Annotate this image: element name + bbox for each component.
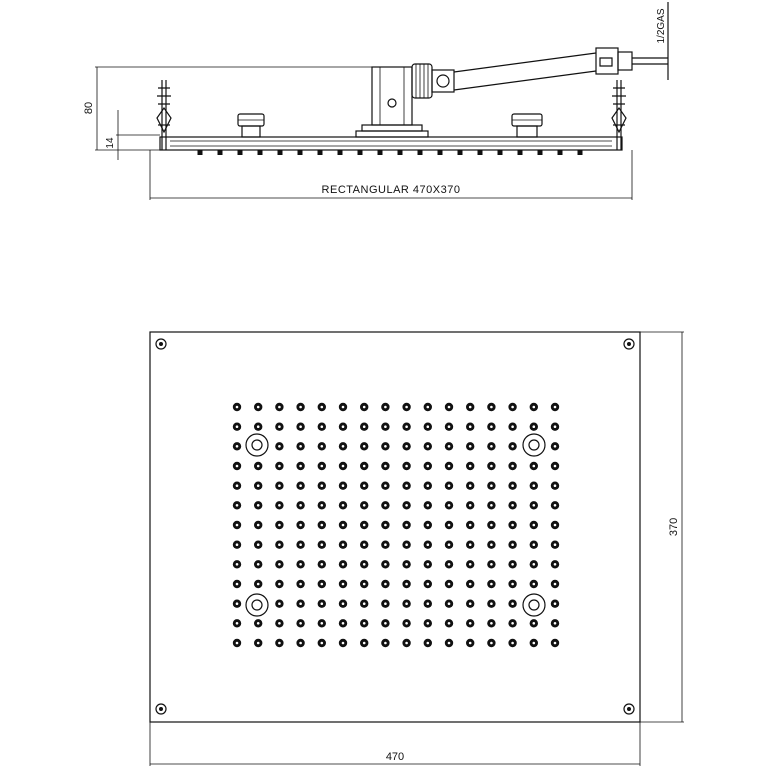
side-nozzle	[198, 150, 203, 155]
nozzle-center	[533, 563, 536, 566]
nozzle-center	[448, 563, 451, 566]
nozzle-center	[384, 563, 387, 566]
nozzle-center	[299, 543, 302, 546]
nozzle-center	[554, 543, 557, 546]
nozzle-center	[448, 406, 451, 409]
nozzle-center	[554, 445, 557, 448]
nozzle-center	[321, 406, 324, 409]
nozzle-center	[363, 524, 366, 527]
nozzle-center	[321, 484, 324, 487]
nozzle-center	[363, 504, 366, 507]
nozzle-center	[469, 484, 472, 487]
nozzle-center	[405, 524, 408, 527]
swivel-arm	[412, 2, 668, 98]
nozzle-center	[321, 445, 324, 448]
nozzle-center	[427, 504, 430, 507]
nozzle-center	[363, 583, 366, 586]
nozzle-center	[384, 642, 387, 645]
nozzle-center	[427, 425, 430, 428]
nozzle-center	[384, 445, 387, 448]
nozzle-center	[511, 563, 514, 566]
nozzle-center	[469, 524, 472, 527]
nozzle-center	[533, 406, 536, 409]
nozzle-center	[321, 543, 324, 546]
nozzle-center	[427, 406, 430, 409]
side-nozzle	[358, 150, 363, 155]
corner-screw-bottom-right	[624, 704, 634, 714]
nozzle-center	[427, 445, 430, 448]
nozzle-center	[257, 622, 260, 625]
side-nozzle	[378, 150, 383, 155]
nozzle-center	[448, 642, 451, 645]
nozzle-center	[490, 543, 493, 546]
plan-plate-outline	[150, 332, 640, 722]
nozzle-center	[554, 622, 557, 625]
nozzle-center	[554, 583, 557, 586]
left-mounting-bolt	[157, 80, 171, 150]
nozzle-center	[257, 465, 260, 468]
nozzle-center	[405, 622, 408, 625]
corner-screw-top-right	[624, 339, 634, 349]
nozzle-center	[554, 504, 557, 507]
nozzle-center	[363, 563, 366, 566]
nozzle-center	[321, 563, 324, 566]
nozzle-center	[363, 622, 366, 625]
nozzle-center	[342, 465, 345, 468]
side-nozzle	[518, 150, 523, 155]
nozzle-center	[278, 642, 281, 645]
nozzle-center	[342, 563, 345, 566]
nozzle-center	[554, 425, 557, 428]
nozzle-center	[236, 445, 239, 448]
nozzle-center	[236, 425, 239, 428]
dimension-width: 470	[385, 751, 405, 763]
nozzle-center	[384, 602, 387, 605]
nozzle-center	[533, 583, 536, 586]
nozzle-center	[427, 465, 430, 468]
nozzle-center	[236, 602, 239, 605]
nozzle-center	[490, 504, 493, 507]
nozzle-center	[321, 425, 324, 428]
fixing-nut-right	[512, 114, 542, 137]
nozzle-center	[321, 524, 324, 527]
nozzle-center	[490, 622, 493, 625]
nozzle-center	[405, 484, 408, 487]
nozzle-center	[448, 484, 451, 487]
nozzle-center	[363, 425, 366, 428]
mounting-hole-top-left	[246, 434, 268, 456]
nozzle-center	[342, 543, 345, 546]
nozzle-center	[448, 543, 451, 546]
nozzle-center	[554, 524, 557, 527]
nozzle-center	[490, 563, 493, 566]
nozzle-center	[257, 504, 260, 507]
nozzle-center	[257, 642, 260, 645]
nozzle-center	[278, 563, 281, 566]
nozzle-center	[469, 543, 472, 546]
nozzle-center	[342, 445, 345, 448]
nozzle-center	[384, 406, 387, 409]
nozzle-center	[363, 445, 366, 448]
nozzle-center	[533, 642, 536, 645]
nozzle-center	[384, 484, 387, 487]
side-nozzle	[578, 150, 583, 155]
nozzle-center	[384, 543, 387, 546]
nozzle-center	[236, 543, 239, 546]
nozzle-center	[554, 406, 557, 409]
nozzle-center	[427, 642, 430, 645]
nozzle-center	[511, 445, 514, 448]
nozzle-center	[490, 642, 493, 645]
corner-screw-bottom-left	[156, 704, 166, 714]
side-nozzle	[538, 150, 543, 155]
nozzle-center	[554, 563, 557, 566]
central-connection-column	[356, 67, 428, 137]
nozzle-center	[533, 524, 536, 527]
nozzle-center	[278, 425, 281, 428]
nozzle-center	[448, 622, 451, 625]
nozzle-center	[278, 524, 281, 527]
nozzle-center	[405, 543, 408, 546]
nozzle-center	[384, 504, 387, 507]
nozzle-center	[405, 563, 408, 566]
nozzle-center	[299, 563, 302, 566]
nozzle-center	[533, 504, 536, 507]
nozzle-center	[405, 602, 408, 605]
nozzle-center	[342, 602, 345, 605]
nozzle-center	[257, 543, 260, 546]
side-nozzle	[318, 150, 323, 155]
nozzle-center	[278, 543, 281, 546]
nozzle-center	[363, 543, 366, 546]
nozzle-center	[469, 583, 472, 586]
dimension-height: 370	[668, 517, 680, 537]
dimension-plate-height: 14	[105, 137, 116, 149]
nozzle-center	[490, 465, 493, 468]
nozzle-center	[321, 583, 324, 586]
nozzle-center	[257, 563, 260, 566]
nozzle-center	[554, 642, 557, 645]
nozzle-center	[448, 583, 451, 586]
nozzle-center	[405, 406, 408, 409]
nozzle-center	[490, 602, 493, 605]
connection-size-label: 1/2GAS	[656, 8, 667, 44]
nozzle-center	[321, 602, 324, 605]
side-view-nozzle-row	[198, 150, 583, 155]
side-nozzle	[298, 150, 303, 155]
nozzle-center	[427, 602, 430, 605]
nozzle-center	[469, 465, 472, 468]
nozzle-center	[363, 602, 366, 605]
nozzle-center	[533, 425, 536, 428]
nozzle-center	[490, 583, 493, 586]
nozzle-center	[236, 622, 239, 625]
nozzle-center	[236, 642, 239, 645]
nozzle-center	[427, 524, 430, 527]
nozzle-center	[257, 425, 260, 428]
nozzle-center	[384, 524, 387, 527]
side-nozzle	[478, 150, 483, 155]
fixing-nut-left	[238, 114, 264, 137]
nozzle-center	[469, 622, 472, 625]
nozzle-center	[236, 524, 239, 527]
nozzle-center	[236, 583, 239, 586]
nozzle-center	[533, 543, 536, 546]
nozzle-center	[511, 543, 514, 546]
nozzle-center	[257, 484, 260, 487]
nozzle-center	[384, 622, 387, 625]
nozzle-center	[469, 602, 472, 605]
nozzle-center	[278, 504, 281, 507]
nozzle-center	[321, 622, 324, 625]
nozzle-center	[384, 465, 387, 468]
nozzle-center	[278, 465, 281, 468]
nozzle-center	[405, 465, 408, 468]
nozzle-center	[236, 484, 239, 487]
nozzle-center	[490, 445, 493, 448]
nozzle-center	[278, 484, 281, 487]
side-nozzle	[418, 150, 423, 155]
nozzle-center	[511, 484, 514, 487]
nozzle-center	[427, 563, 430, 566]
side-nozzle	[258, 150, 263, 155]
nozzle-center	[299, 642, 302, 645]
nozzle-center	[236, 504, 239, 507]
nozzle-center	[236, 563, 239, 566]
nozzle-center	[554, 484, 557, 487]
mounting-hole-bottom-left	[246, 594, 268, 616]
corner-screw-top-left	[156, 339, 166, 349]
nozzle-center	[257, 583, 260, 586]
nozzle-center	[469, 445, 472, 448]
nozzle-center	[278, 445, 281, 448]
nozzle-center	[427, 484, 430, 487]
nozzle-center	[511, 622, 514, 625]
mounting-hole-top-right	[523, 434, 545, 456]
nozzle-center	[511, 465, 514, 468]
nozzle-center	[427, 622, 430, 625]
side-nozzle	[218, 150, 223, 155]
nozzle-center	[469, 406, 472, 409]
nozzle-center	[448, 465, 451, 468]
nozzle-center	[363, 406, 366, 409]
dimension-total-height: 80	[83, 101, 95, 115]
nozzle-center	[299, 504, 302, 507]
nozzle-center	[342, 406, 345, 409]
nozzle-center	[533, 484, 536, 487]
mounting-hole-bottom-right	[523, 594, 545, 616]
nozzle-center	[299, 425, 302, 428]
side-nozzle	[498, 150, 503, 155]
nozzle-center	[278, 583, 281, 586]
nozzle-center	[278, 406, 281, 409]
nozzle-center	[321, 504, 324, 507]
nozzle-center	[405, 504, 408, 507]
nozzle-center	[511, 425, 514, 428]
nozzle-center	[299, 406, 302, 409]
nozzle-center	[363, 642, 366, 645]
nozzle-center	[299, 622, 302, 625]
nozzle-center	[511, 524, 514, 527]
side-nozzle	[278, 150, 283, 155]
nozzle-center	[511, 602, 514, 605]
side-nozzle	[238, 150, 243, 155]
nozzle-center	[342, 425, 345, 428]
nozzle-center	[257, 406, 260, 409]
nozzle-center	[405, 642, 408, 645]
plan-view	[150, 332, 684, 766]
side-view-model-label: RECTANGULAR 470X370	[321, 184, 461, 196]
nozzle-center	[490, 406, 493, 409]
nozzle-center	[257, 524, 260, 527]
nozzle-center	[384, 583, 387, 586]
nozzle-center	[342, 642, 345, 645]
nozzle-center	[299, 602, 302, 605]
nozzle-center	[299, 583, 302, 586]
nozzle-center	[533, 465, 536, 468]
nozzle-center	[511, 583, 514, 586]
nozzle-center	[299, 465, 302, 468]
side-nozzle	[558, 150, 563, 155]
side-nozzle	[438, 150, 443, 155]
nozzle-center	[427, 543, 430, 546]
nozzle-center	[469, 425, 472, 428]
side-nozzle	[338, 150, 343, 155]
nozzle-center	[299, 445, 302, 448]
nozzle-center	[363, 484, 366, 487]
nozzle-center	[405, 445, 408, 448]
nozzle-center	[490, 484, 493, 487]
nozzle-center	[405, 583, 408, 586]
nozzle-grid	[233, 403, 559, 647]
nozzle-center	[469, 563, 472, 566]
side-nozzle	[398, 150, 403, 155]
right-mounting-bolt	[612, 80, 626, 150]
nozzle-center	[490, 524, 493, 527]
nozzle-center	[342, 504, 345, 507]
nozzle-center	[321, 465, 324, 468]
nozzle-center	[448, 602, 451, 605]
nozzle-center	[342, 524, 345, 527]
nozzle-center	[511, 504, 514, 507]
nozzle-center	[299, 484, 302, 487]
nozzle-center	[448, 425, 451, 428]
nozzle-center	[533, 622, 536, 625]
nozzle-center	[448, 445, 451, 448]
side-nozzle	[458, 150, 463, 155]
nozzle-center	[236, 465, 239, 468]
nozzle-center	[448, 524, 451, 527]
nozzle-center	[554, 602, 557, 605]
nozzle-center	[469, 642, 472, 645]
nozzle-center	[342, 622, 345, 625]
nozzle-center	[342, 484, 345, 487]
nozzle-center	[405, 425, 408, 428]
side-view	[83, 2, 668, 200]
nozzle-center	[321, 642, 324, 645]
nozzle-center	[384, 425, 387, 428]
nozzle-center	[363, 465, 366, 468]
nozzle-center	[278, 602, 281, 605]
nozzle-center	[342, 583, 345, 586]
nozzle-center	[469, 504, 472, 507]
nozzle-center	[299, 524, 302, 527]
nozzle-center	[236, 406, 239, 409]
nozzle-center	[448, 504, 451, 507]
nozzle-center	[278, 622, 281, 625]
nozzle-center	[427, 583, 430, 586]
nozzle-center	[554, 465, 557, 468]
nozzle-center	[490, 425, 493, 428]
nozzle-center	[511, 406, 514, 409]
nozzle-center	[511, 642, 514, 645]
